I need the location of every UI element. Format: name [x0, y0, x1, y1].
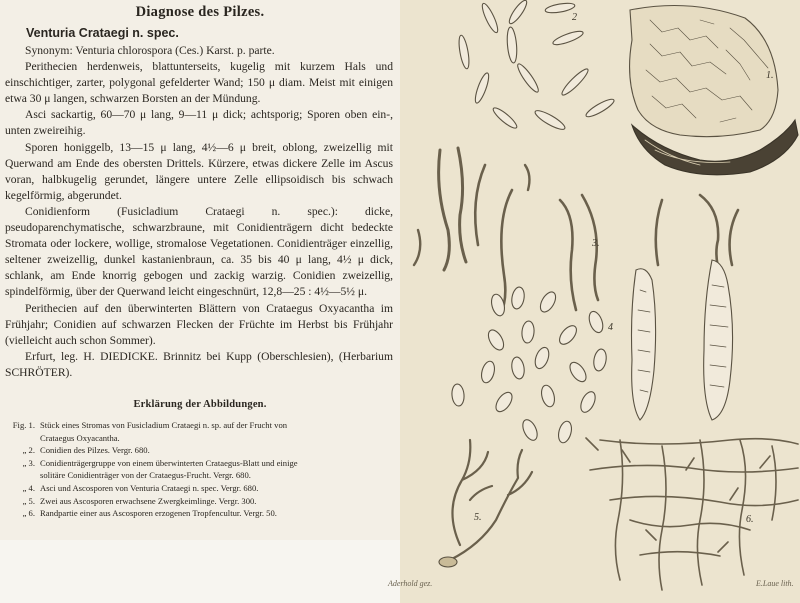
fig-label-1: 1.: [766, 70, 774, 81]
paragraph-sporen: Sporen honiggelb, 13—15 μ lang, 4½—6 μ breit, oblong, zweizellig mit Querwand am Ende des obersten Drittels. Kürzere, etwas dickere Zelle im Ascus voran, halbkugelig gerundet, längere untere Zelle ellipsoidisch bis schwach kegelförmig, abgerundet.: [5, 140, 393, 202]
legend-item: [6, 457, 394, 482]
legend-item: [6, 419, 394, 444]
signature-left: Aderhold gez.: [388, 579, 433, 588]
fig2-conidia: [457, 0, 616, 132]
legend-item: [6, 444, 394, 457]
paragraph-localities: Erfurt, leg. H. DIEDICKE. Brinnitz bei Kupp (Oberschlesien), (Herbarium SCHRÖTER).: [5, 349, 393, 379]
legend-text: Stück eines Stromas von Fusicladium Crataegi n. sp. auf der Frucht von: [40, 420, 288, 430]
legend-text: Conidienträgergruppe von einem überwinterten Crataegus-Blatt und einige: [40, 457, 298, 468]
legend-num: Fig. 1.: [12, 420, 35, 430]
figure-legend: [6, 419, 394, 520]
paragraph-habitat: Perithecien auf den überwinterten Blättern von Crataegus Oxyacantha im Frühjahr; Conidien auf schwarzen Flecken der Früchte im Herbst bis Frühjahr (vielleicht auch schon Sommer).: [5, 301, 393, 347]
paragraph-asci: Asci sackartig, 60—70 μ lang, 9—11 μ dick; achtsporig; Sporen oben ein-, unten zweireihig.: [5, 108, 393, 138]
illustration-plate: [388, 0, 800, 603]
legend-item: [6, 482, 394, 495]
fig-label-2: 2: [572, 12, 577, 23]
legend-text: Asci und Ascosporen von Venturia Crataegi n. spec. Vergr. 680.: [40, 482, 259, 493]
fig5-germlings: [439, 440, 532, 567]
fig-label-5: 5.: [474, 512, 482, 523]
legend-item: [6, 507, 394, 520]
legend-text: Randpartie einer aus Ascosporen erzogenen Tropfencultur. Vergr. 50.: [40, 508, 277, 519]
fig4-asci: [451, 260, 733, 444]
legend-text: Zwei aus Ascosporen erwachsene Zwergkeimlinge. Vergr. 300.: [40, 495, 257, 506]
legend-num: „ 5.: [22, 495, 35, 506]
legend-num: „ 6.: [22, 508, 35, 519]
legend-num: „ 3.: [22, 457, 35, 468]
blank-margin: [0, 540, 400, 603]
fig3-conidiophores: [414, 148, 738, 315]
paragraph-perithecien: Perithecien herdenweis, blattunterseits, kugelig mit kurzem Hals und einschichtiger, zarter, polygonal gefelderter Wand; 150 μ diam. Meist mit einigen etwa 30 μ langen, schwarzen Borsten an der Mündung.: [5, 60, 393, 106]
species-heading: Venturia Crataegi n. spec.: [26, 26, 179, 40]
legend-title: Erklärung der Abbildungen.: [133, 399, 267, 410]
fig1-stroma: [630, 6, 798, 175]
description-body: [5, 43, 393, 381]
legend-num: „ 4.: [22, 482, 35, 493]
fig-label-6: 6.: [746, 514, 754, 525]
legend-text: Conidien des Pilzes. Vergr. 680.: [40, 445, 150, 456]
legend-cont: solitäre Conidienträger von der Crataegus-Frucht. Vergr. 680.: [40, 470, 251, 481]
legend-cont: Crataegus Oxyacantha.: [40, 432, 120, 443]
text-column: [0, 0, 400, 540]
page-title: Diagnose des Pilzes.: [135, 4, 265, 20]
fig-label-4: 4: [608, 322, 613, 333]
fig6-mycelium: [586, 438, 798, 590]
paragraph-synonym: Synonym: Venturia chlorospora (Ces.) Karst. p. parte.: [25, 44, 275, 57]
fig-label-3: 3.: [592, 238, 600, 249]
legend-num: „ 2.: [22, 445, 35, 456]
plate-drawing: [400, 0, 800, 603]
paragraph-conidienform: Conidienform (Fusicladium Crataegi n. spec.): dicke, pseudoparenchymatische, schwarzbraune, mit Conidienträgern dicht bedeckte Stromata oder lockere, wollige, stromalose Vegetationen. Conidienträger einzellig, seltener zweizellig, dunkel kastanienbraun, ca. 35 bis 40 μ lang, 4½ μ dick, schlank, am Ende knorrig gebogen und zackig warzig. Conidien zweizellig, spindelförmig, über der Querwand leicht eingeschnürt, 12,8—25 : 4½—5½ μ.: [5, 204, 393, 299]
signature-right: E.Laue lith.: [756, 579, 794, 588]
legend-item: [6, 495, 394, 508]
